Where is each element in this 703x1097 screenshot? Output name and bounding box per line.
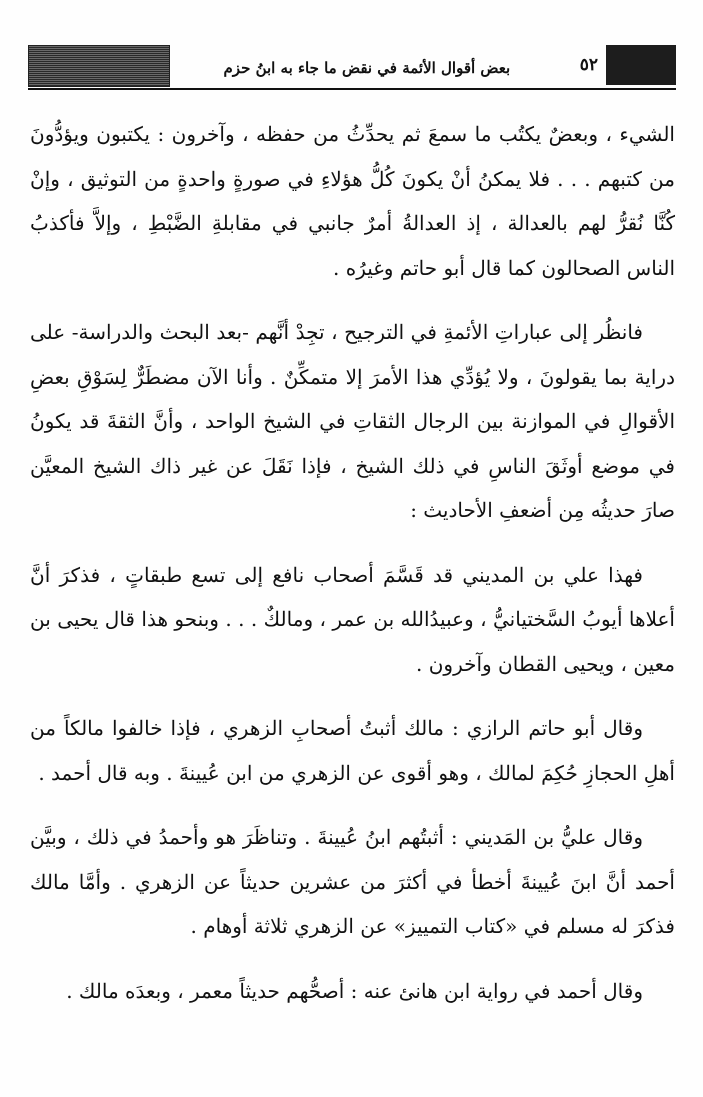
header-decoration [28, 45, 170, 87]
page-number-box [564, 45, 676, 85]
paragraph: فهذا علي بن المديني قد قَسَّمَ أصحاب نافع إلى تسع طبقاتٍ ، فذكرَ أنَّ أعلاها أيوبُ السَّختيانيُّ ، وعبيدُالله بن عمر ، ومالكٌ . . . وبنحو هذا قال يحيى بن معين ، ويحيى القطان وآخرون . [30, 562, 675, 676]
running-title: بعض أقوال الأئمة في نقض ما جاء به ابنُ حزم [223, 59, 511, 77]
paragraph: وقال أحمد في رواية ابن هانئ عنه : أصحُّهم حديثاً معمر ، وبعدَه مالك . [66, 978, 643, 1003]
paragraph: وقال عليُّ بن المَديني : أثبتُهم ابنُ عُيينةَ . وتناظَرَ هو وأحمدُ في ذلك ، وبيَّن أحمد أنَّ ابنَ عُيينةَ أخطأ في أكثرَ من عشرين حديثاً عن الزهري . وأمَّا مالك فذكرَ له مسلم في «كتاب التمييز» عن الزهري ثلاثة أوهام . [30, 825, 675, 938]
paragraph: وقال أبو حاتم الرازي : مالك أثبتُ أصحابِ الزهري ، فإذا خالفوا مالكاً من أهلِ الحجازِ حُكِمَ لمالك ، وهو أقوى عن الزهري من ابن عُيينةَ . وبه قال أحمد . [30, 716, 675, 785]
body-text [30, 112, 675, 1033]
header-block [606, 45, 676, 85]
header-rule [28, 88, 676, 90]
page-header [28, 42, 676, 88]
paragraph: فانظُر إلى عباراتِ الأئمةِ في الترجيح ، تجِدْ أنَّهم -بعد البحث والدراسة- على دراية بما يقولونَ ، ولا يُؤدِّي هذا الأمرَ إلا متمكِّنٌ . وأنا الآن مضطَرٌّ لِسَوْقِ بعضِ الأقوالِ في الموازنة بين الرجال الثقاتِ في الشيخ الواحد ، وأنَّ الثقةَ قد يكونُ في موضع أوثَقَ الناسِ في ذلك الشيخ ، فإذا نَقَلَ عن غير ذاك الشيخ المعيَّن صارَ حديثُه مِن أضعفِ الأحاديث : [30, 320, 675, 522]
paragraph: الشيء ، وبعضٌ يكتُب ما سمعَ ثم يحدِّثُ من حفظه ، وآخرون : يكتبون ويؤدُّونَ من كتبهم . . . فلا يمكنُ أنْ يكونَ كُلُّ هؤلاءِ في صورةٍ واحدةٍ من التوثيق ، وإنْ كُنَّا نُقرُّ لهم بالعدالة ، إذ العدالةُ أمرٌ جانبي في مقابلةِ الضَّبْطِ ، وإلاَّ فأكذبُ الناس الصحالون كما قال أبو حاتم وغيرُه . [30, 122, 675, 280]
page-number: ٥٢ [579, 55, 598, 75]
